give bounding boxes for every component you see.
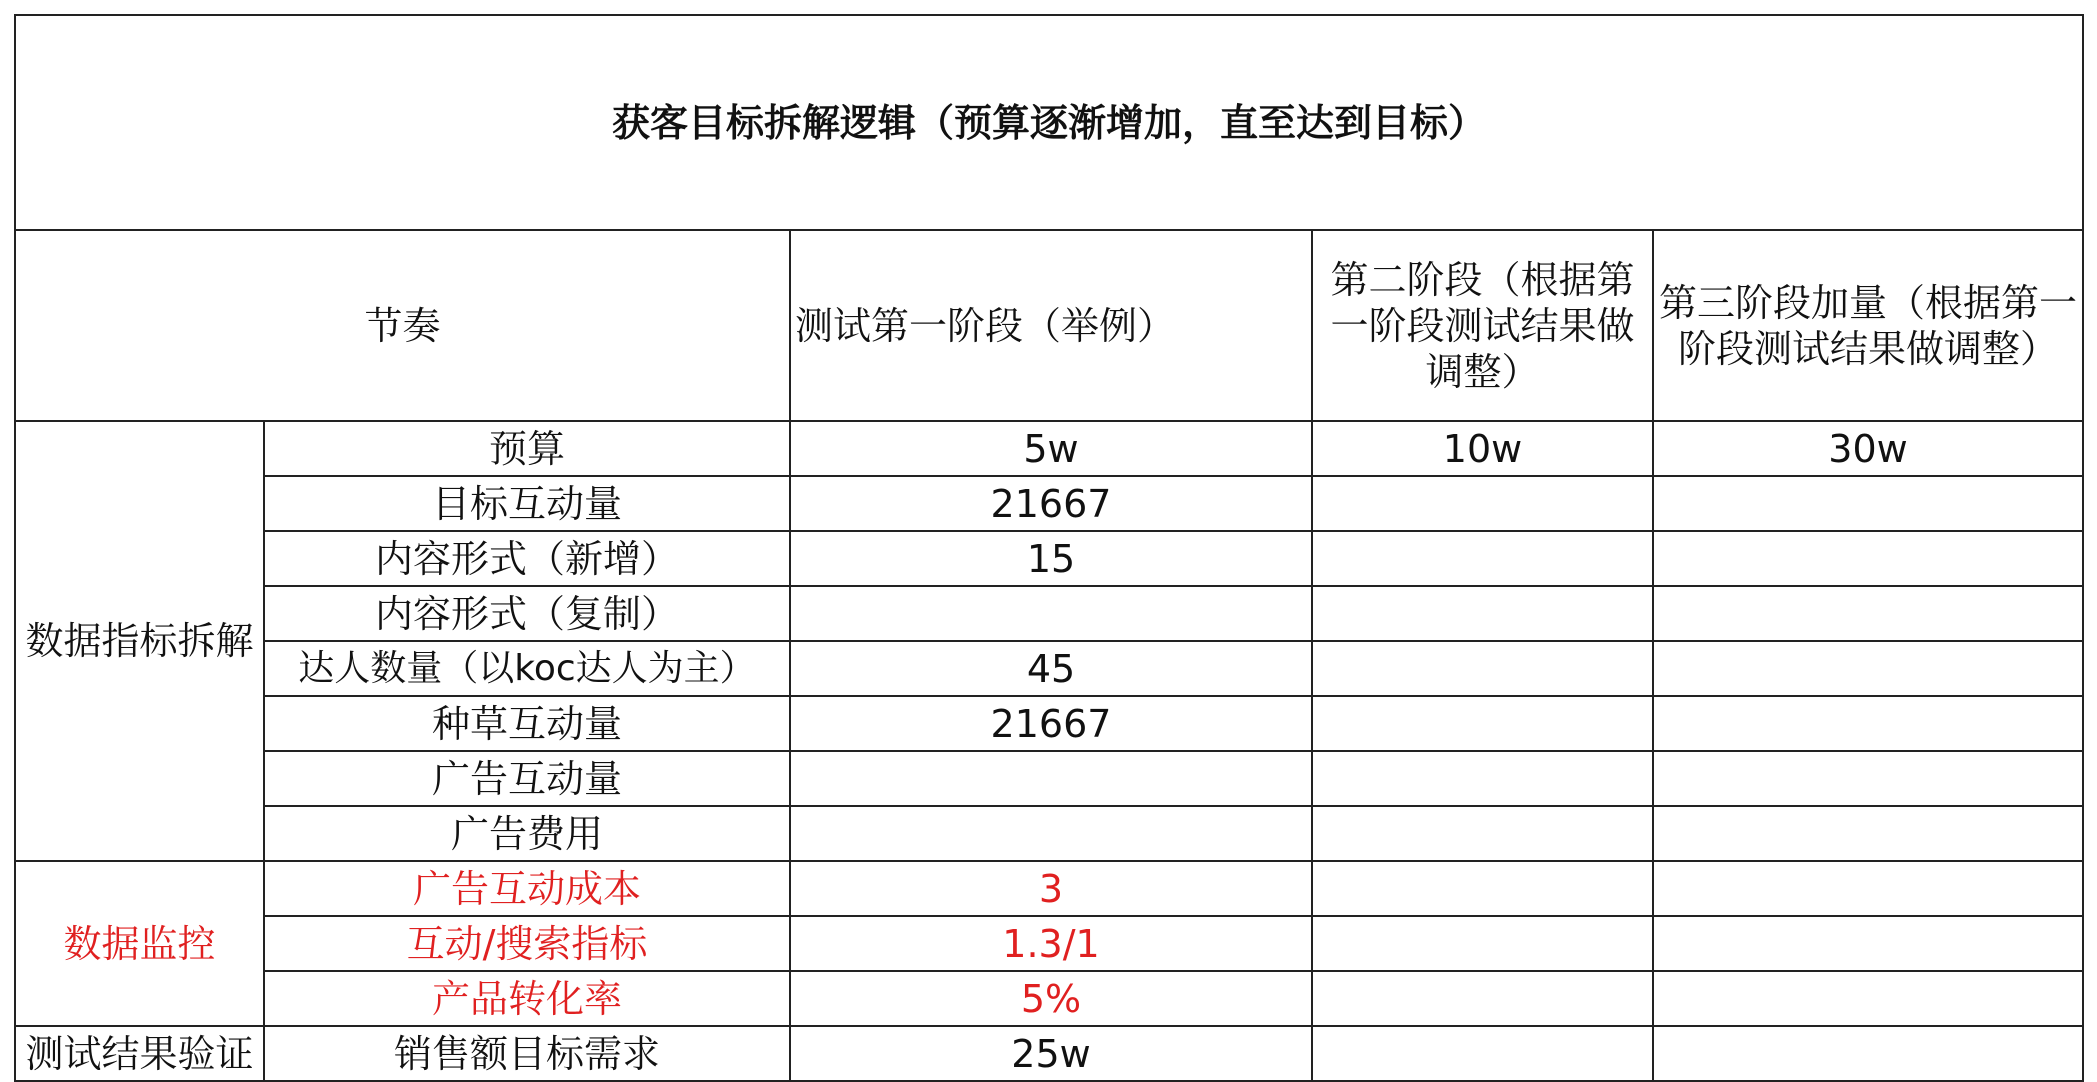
row-stage1: 5w xyxy=(790,421,1312,476)
row-label: 互动/搜索指标 xyxy=(264,916,790,971)
row-stage3 xyxy=(1653,641,2083,696)
header-stage2: 第二阶段（根据第一阶段测试结果做调整） xyxy=(1312,230,1653,421)
row-stage3 xyxy=(1653,861,2083,916)
row-stage2 xyxy=(1312,531,1653,586)
row-stage1: 1.3/1 xyxy=(790,916,1312,971)
row-stage1: 21667 xyxy=(790,696,1312,751)
row-stage1 xyxy=(790,751,1312,806)
group-breakdown: 数据指标拆解 xyxy=(15,421,264,861)
row-label: 产品转化率 xyxy=(264,971,790,1026)
row-stage1 xyxy=(790,586,1312,641)
row-label: 目标互动量 xyxy=(264,476,790,531)
row-stage2 xyxy=(1312,751,1653,806)
row-label: 销售额目标需求 xyxy=(264,1026,790,1081)
row-stage3 xyxy=(1653,751,2083,806)
acquisition-target-table xyxy=(14,14,2084,1082)
row-label: 广告互动成本 xyxy=(264,861,790,916)
row-stage3: 30w xyxy=(1653,421,2083,476)
row-stage3 xyxy=(1653,476,2083,531)
row-stage1: 25w xyxy=(790,1026,1312,1081)
row-label: 内容形式（复制） xyxy=(264,586,790,641)
row-stage3 xyxy=(1653,806,2083,861)
row-stage2 xyxy=(1312,806,1653,861)
header-rhythm: 节奏 xyxy=(15,230,790,421)
row-stage1: 21667 xyxy=(790,476,1312,531)
row-stage2 xyxy=(1312,476,1653,531)
row-label: 种草互动量 xyxy=(264,696,790,751)
row-stage2 xyxy=(1312,696,1653,751)
header-stage3: 第三阶段加量（根据第一阶段测试结果做调整） xyxy=(1653,230,2083,421)
row-stage1: 15 xyxy=(790,531,1312,586)
row-stage2 xyxy=(1312,1026,1653,1081)
table-title: 获客目标拆解逻辑（预算逐渐增加，直至达到目标） xyxy=(15,15,2083,230)
row-label: 预算 xyxy=(264,421,790,476)
row-label: 广告费用 xyxy=(264,806,790,861)
row-stage1: 5% xyxy=(790,971,1312,1026)
group-monitor: 数据监控 xyxy=(15,861,264,1026)
row-stage3 xyxy=(1653,971,2083,1026)
row-stage1: 3 xyxy=(790,861,1312,916)
row-stage2: 10w xyxy=(1312,421,1653,476)
row-label: 内容形式（新增） xyxy=(264,531,790,586)
row-stage3 xyxy=(1653,531,2083,586)
row-label: 达人数量（以koc达人为主） xyxy=(264,641,790,696)
row-stage3 xyxy=(1653,696,2083,751)
row-stage3 xyxy=(1653,586,2083,641)
row-stage2 xyxy=(1312,586,1653,641)
row-stage2 xyxy=(1312,641,1653,696)
row-stage3 xyxy=(1653,916,2083,971)
row-stage3 xyxy=(1653,1026,2083,1081)
row-stage1 xyxy=(790,806,1312,861)
row-stage2 xyxy=(1312,971,1653,1026)
group-verify: 测试结果验证 xyxy=(15,1026,264,1081)
row-stage1: 45 xyxy=(790,641,1312,696)
row-stage2 xyxy=(1312,916,1653,971)
row-label: 广告互动量 xyxy=(264,751,790,806)
row-stage2 xyxy=(1312,861,1653,916)
header-stage1: 测试第一阶段（举例） xyxy=(790,230,1312,421)
